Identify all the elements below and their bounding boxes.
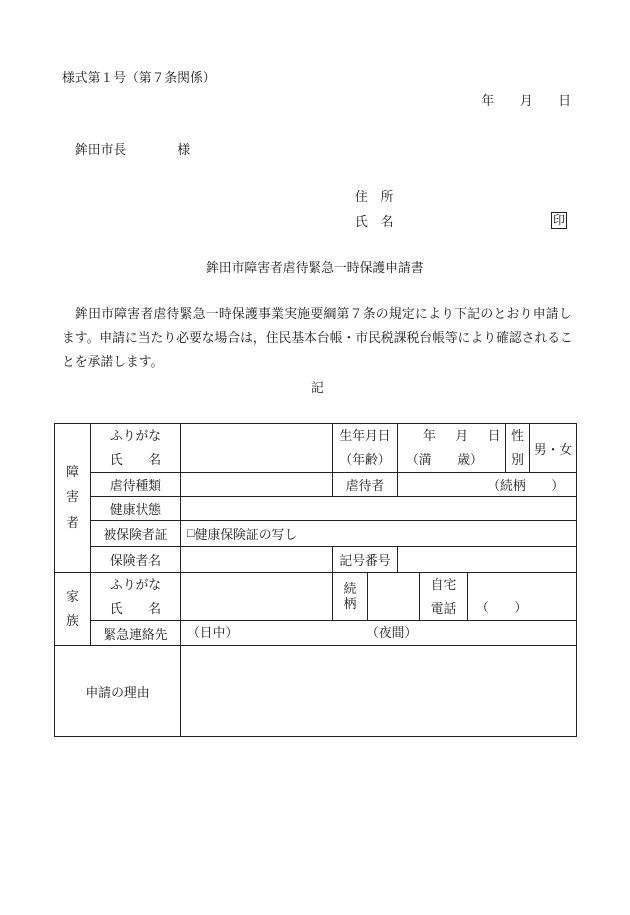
family-section-cell	[55, 573, 91, 646]
emergency-contact-field	[181, 621, 577, 646]
birth-date-label: 生年月日	[339, 429, 391, 443]
person-section-label: 障害者	[66, 464, 79, 530]
phone-parentheses: （ ）	[476, 601, 528, 615]
checkbox-icon: □	[187, 526, 195, 540]
statement-line-3: とを承諾します。	[62, 355, 164, 369]
family-section-label: 家族	[66, 590, 79, 628]
family-furigana-label: ふりがな	[109, 577, 162, 592]
applicant-name-label: 氏 名	[355, 215, 394, 229]
abuser-relation-label: （続柄 ）	[487, 479, 564, 493]
sex-label: 性別	[511, 429, 524, 467]
applicant-address-label: 住 所	[355, 190, 394, 204]
emergency-contact-label-cell	[91, 621, 181, 646]
health-label-cell	[91, 497, 181, 521]
birth-date-placeholder: 年 月 日	[423, 429, 499, 443]
abuser-field	[398, 473, 577, 497]
abuse-type-label: 虐待種類	[109, 479, 162, 493]
card-number-label: 記号番号	[339, 554, 391, 568]
abuser-label-cell	[333, 473, 398, 497]
form-number: 様式第１号（第７条関係）	[62, 71, 216, 85]
home-phone-field	[468, 573, 577, 621]
application-date: 年 月 日	[481, 94, 571, 108]
phone-label: 電話	[430, 601, 457, 616]
person-name-label: 氏 名	[109, 453, 162, 467]
abuse-type-label-cell	[91, 473, 181, 497]
home-label: 自宅	[430, 577, 457, 592]
family-relation-label: 続柄	[343, 581, 357, 611]
birth-date-label-cell	[333, 424, 398, 473]
home-phone-label-cell	[420, 573, 468, 621]
family-relation-field	[368, 573, 420, 621]
seal-mark: 印	[552, 213, 565, 227]
person-section-cell	[55, 424, 91, 573]
person-name-label-cell	[91, 424, 181, 473]
sex-label-cell	[506, 424, 530, 473]
age-placeholder: （満 歳）	[406, 453, 483, 467]
health-label: 健康状態	[109, 503, 162, 517]
family-name-field	[181, 573, 333, 621]
health-field	[181, 497, 577, 521]
abuse-type-field	[181, 473, 333, 497]
statement-line-1: 鉾田市障害者虐待緊急一時保護事業実施要綱第７条の規定により下記のとおり申請し	[75, 307, 572, 321]
person-furigana-label: ふりがな	[109, 429, 162, 443]
family-name-label: 氏 名	[109, 601, 162, 616]
age-label: （年齢）	[339, 453, 391, 467]
card-number-label-cell	[333, 547, 398, 573]
statement-line-2: ます。申請に当たり必要な場合は，住民基本台帳・市民税課税台帳等により確認されるこ	[62, 331, 573, 345]
insurer-field	[181, 547, 333, 573]
insurance-copy-label: 健康保険証の写し	[194, 528, 298, 542]
card-number-field	[398, 547, 577, 573]
reason-field	[181, 646, 577, 737]
ki-heading: 記	[311, 381, 324, 395]
person-name-field	[181, 424, 333, 473]
daytime-label: （日中）	[187, 626, 239, 640]
nighttime-label: （夜間）	[366, 626, 418, 640]
insurer-label: 保険者名	[109, 554, 162, 568]
application-form-table	[54, 423, 577, 737]
abuser-label: 虐待者	[345, 479, 385, 493]
family-name-label-cell	[91, 573, 181, 621]
family-relation-label-cell	[333, 573, 368, 621]
reason-label: 申請の理由	[85, 685, 150, 700]
insurance-card-label: 被保険者証	[103, 528, 168, 542]
insurer-label-cell	[91, 547, 181, 573]
emergency-contact-label: 緊急連絡先	[103, 627, 168, 642]
insurance-card-label-cell	[91, 521, 181, 547]
birth-date-field	[398, 424, 506, 473]
insurance-card-field	[181, 521, 577, 547]
sex-options: 男・女	[533, 442, 573, 457]
reason-label-cell	[55, 646, 181, 737]
addressee: 鉾田市長 様	[75, 143, 191, 157]
document-title: 鉾田市障害者虐待緊急一時保護申請書	[206, 261, 424, 275]
sex-field	[530, 424, 577, 473]
